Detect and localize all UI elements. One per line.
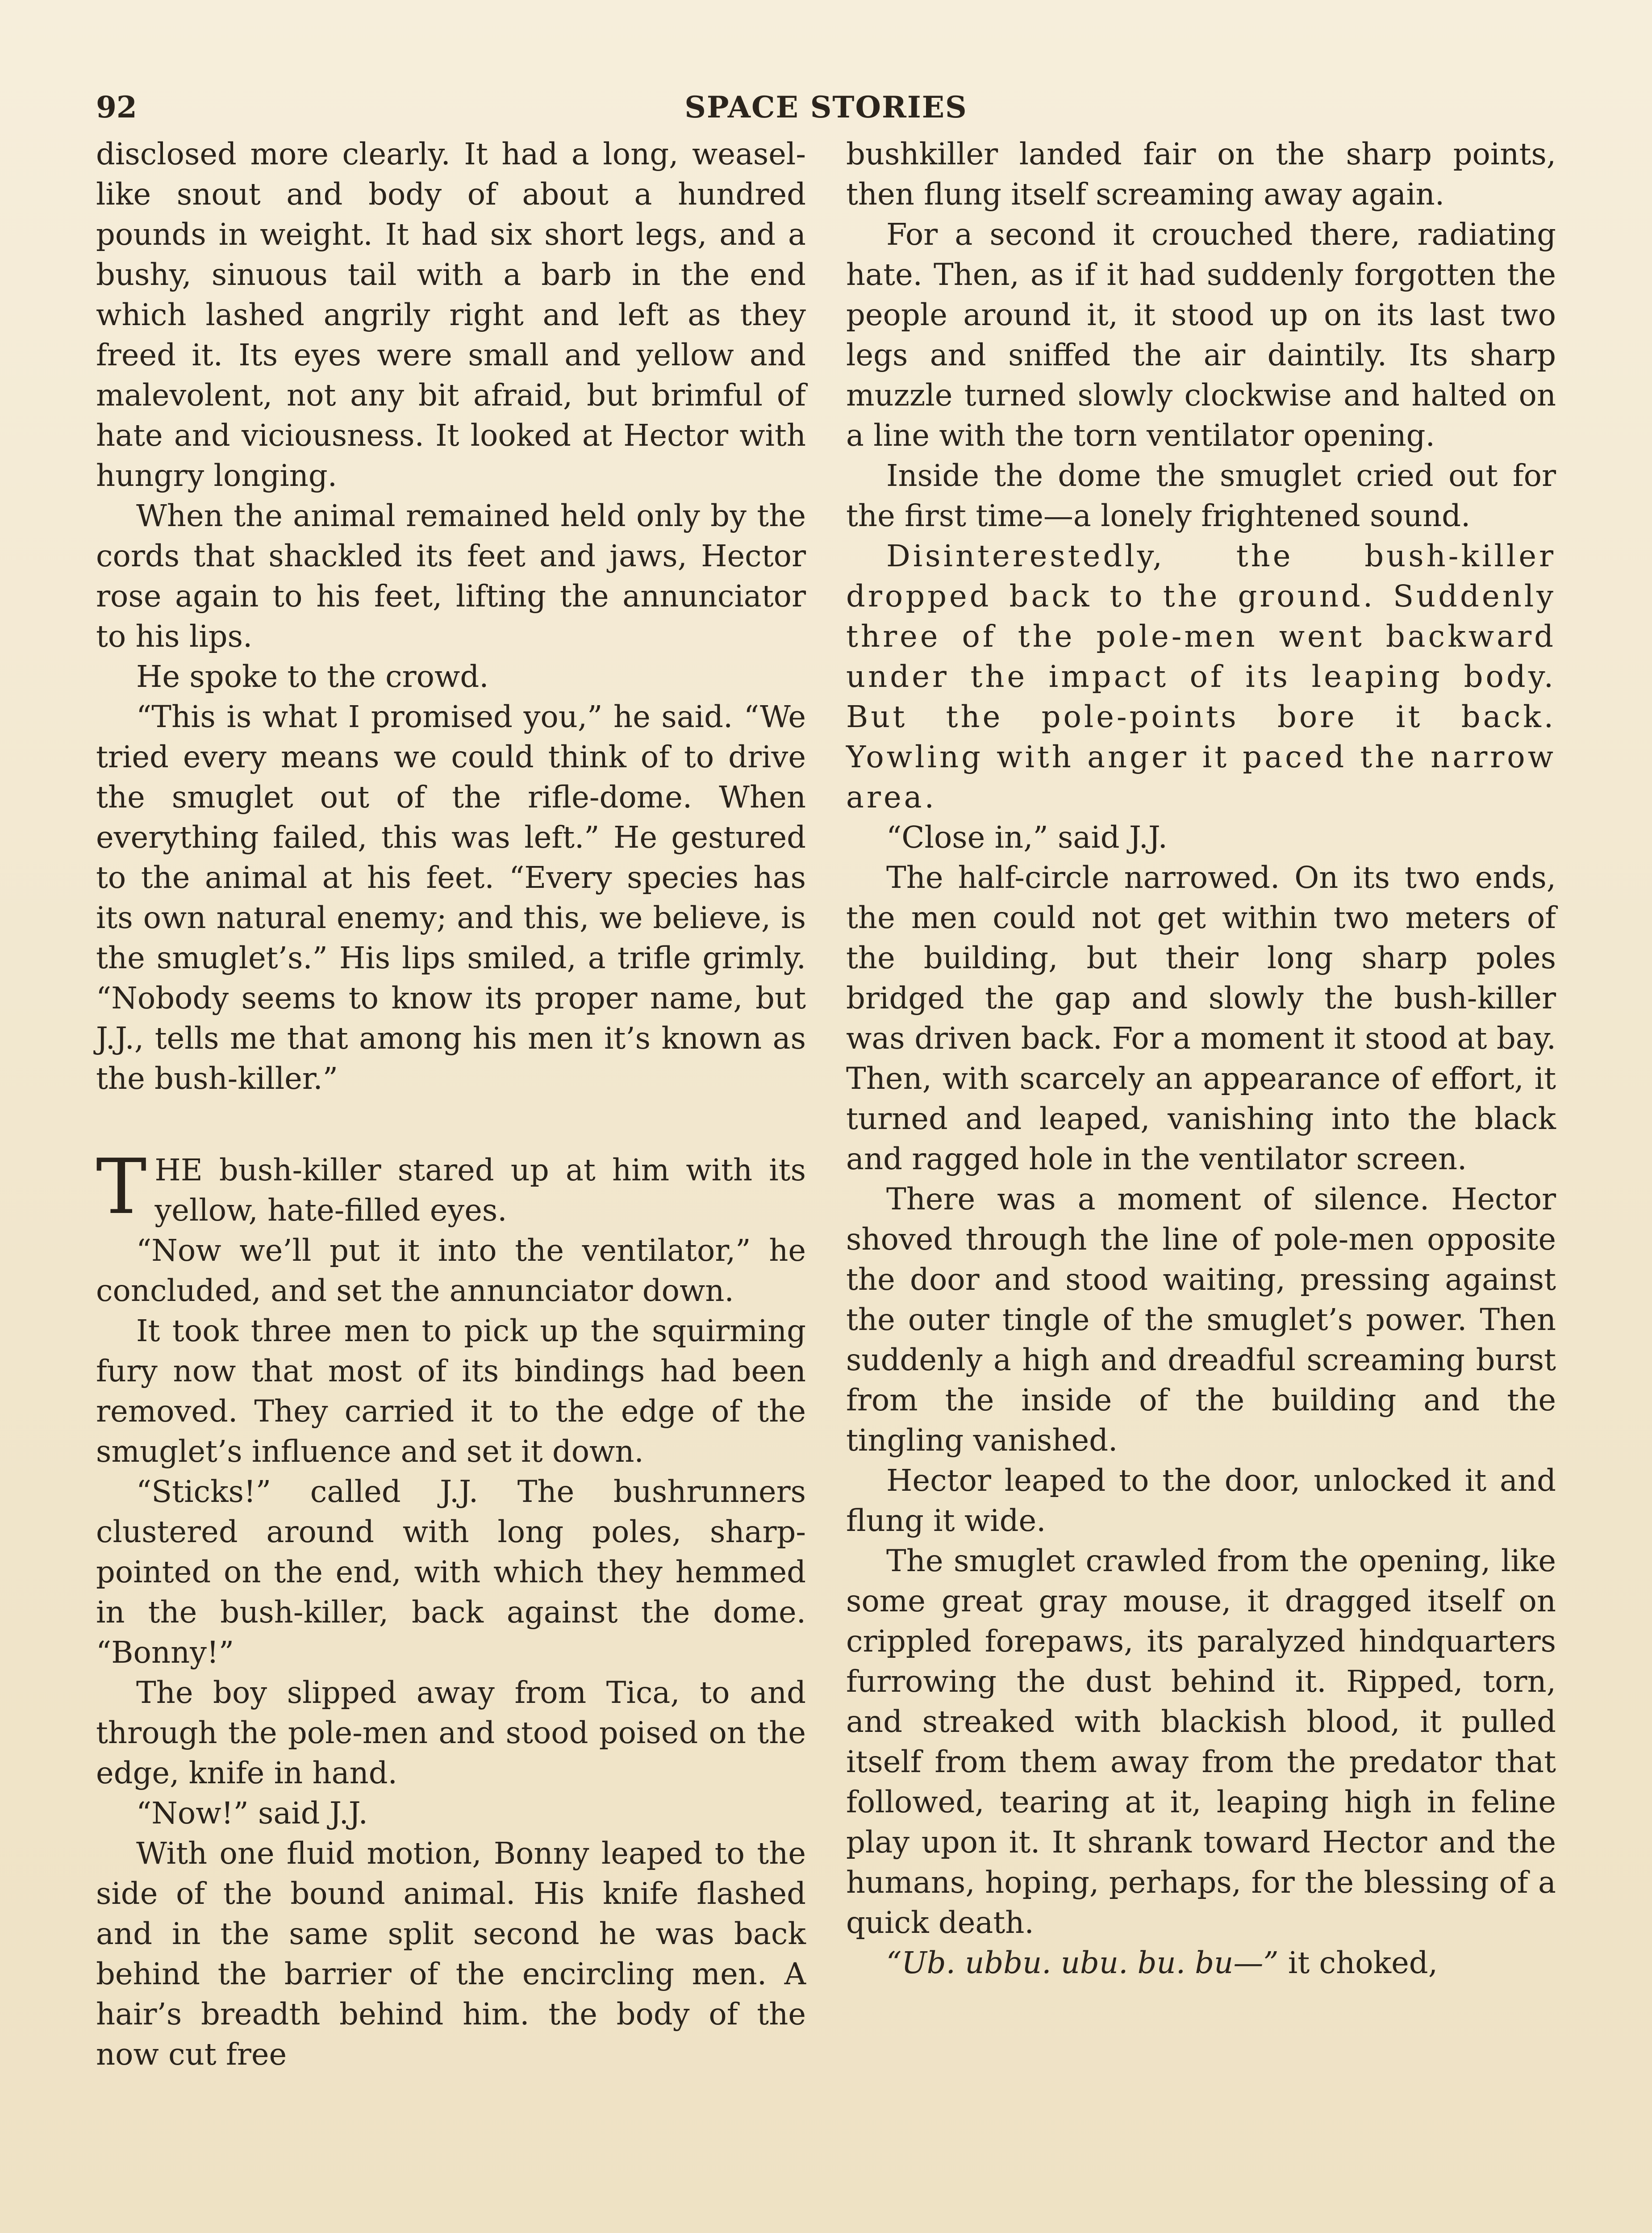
paragraph: The half-circle narrowed. On its two ends, the men could not get within two meters of the building, but their long sharp poles bridged the gap and slowly the bush-killer was driven back. For a moment it stood at bay. Then, with scarcely an appearance of effort, it turned and leaped, vanishing into the black and ragged hole in the ventilator screen. xyxy=(846,860,1556,1176)
running-title: SPACE STORIES xyxy=(684,90,968,125)
paragraph: Inside the dome the smuglet cried out for the first time—a lonely frightened sound. xyxy=(846,458,1556,533)
italic-dialogue: “Ub. ubbu. ubu. bu. bu—” xyxy=(886,1945,1279,1980)
paragraph: “Now!” said J.J. xyxy=(136,1796,368,1831)
paragraph: The boy slipped away from Tica, to and through the pole-men and stood poised on the edge, knife in hand. xyxy=(96,1675,806,1790)
paragraph: “Sticks!” called J.J. The bushrunners clustered around with long poles, sharp-pointed on the end, with which they hemmed in the bush-killer, back against the dome. “Bonny!” xyxy=(96,1474,806,1670)
paragraph: There was a moment of silence. Hector shoved through the line of pole-men opposite the door and stood waiting, pressing against the outer tingle of the smuglet’s power. Then suddenly a high and dreadful screaming burst from the inside of the building and the tingling vanished. xyxy=(846,1182,1556,1458)
paragraph xyxy=(846,1943,1556,1983)
paragraph: He spoke to the crowd. xyxy=(136,659,489,694)
paragraph: “This is what I promised you,” he said. “We tried every means we could think of to drive the smuglet out of the rifle-dome. When everything failed, this was left.” He gestured to the animal at his feet. “Every species has its own natural enemy; and this, we believe, is the smuglet’s.” His lips smiled, a trifle grimly. “Nobody seems to know its proper name, but J.J., tells me that among his men it’s known as the bush-killer.” xyxy=(96,699,806,1096)
paragraph-text: bush-killer stared up at him with its yellow, hate-filled eyes. xyxy=(154,1153,806,1228)
paragraph: With one fluid motion, Bonny leaped to the side of the bound animal. His knife flashed and in the same split second he was back behind the barrier of the encircling men. A hair’s breadth behind him. the body of the now cut free xyxy=(96,1836,806,2072)
paragraph: The smuglet crawled from the opening, like some great gray mouse, it dragged itself on crippled forepaws, its paralyzed hindquarters furrowing the dust behind it. Ripped, torn, and streaked with blackish blood, it pulled itself from them away from the predator that followed, tearing at it, leaping high in feline play upon it. It shrank toward Hector and the humans, hoping, perhaps, for the blessing of a quick death. xyxy=(846,1543,1556,1940)
paragraph: bushkiller landed fair on the sharp points, then flung itself screaming away again. xyxy=(846,137,1556,212)
left-column xyxy=(96,134,806,2074)
paragraph: For a second it crouched there, radiating hate. Then, as if it had suddenly forgotten the people around it, it stood up on its last two legs and sniffed the air daintily. Its sharp muzzle turned slowly clockwise and halted on a line with the torn ventilator opening. xyxy=(846,217,1556,453)
paragraph: It took three men to pick up the squirming fury now that most of its bindings had been removed. They carried it to the edge of the smuglet’s influence and set it down. xyxy=(96,1313,806,1469)
page-header xyxy=(96,83,1556,132)
dropcap-letter: T xyxy=(96,1143,147,1231)
paragraph: Hector leaped to the door, unlocked it and flung it wide. xyxy=(846,1463,1556,1538)
section-break xyxy=(96,1099,806,1150)
paragraph: “Close in,” said J.J. xyxy=(886,820,1168,855)
smallcaps-lead: HE xyxy=(154,1153,203,1188)
page-number: 92 xyxy=(96,90,137,125)
paragraph: Disinterestedly, the bush-killer dropped back to the ground. Suddenly three of the pole-men went backward under the impact of its leaping body. But the pole-points bore it back. Yowling with anger it paced the narrow area. xyxy=(846,539,1556,815)
paragraph-text: it choked, xyxy=(1278,1945,1438,1980)
paragraph: disclosed more clearly. It had a long, weasel-like snout and body of about a hundred pounds in weight. It had six short legs, and a bushy, sinuous tail with a barb in the end which lashed angrily right and left as they freed it. Its eyes were small and yellow and malevolent, not any bit afraid, but brimful of hate and viciousness. It looked at Hector with hungry longing. xyxy=(96,137,806,493)
paragraph: When the animal remained held only by the cords that shackled its feet and jaws, Hector rose again to his feet, lifting the annunciator to his lips. xyxy=(96,498,806,654)
paragraph: “Now we’ll put it into the ventilator,” he concluded, and set the annunciator down. xyxy=(96,1233,806,1308)
right-column xyxy=(846,134,1556,1983)
paragraph-with-dropcap xyxy=(96,1143,806,1231)
